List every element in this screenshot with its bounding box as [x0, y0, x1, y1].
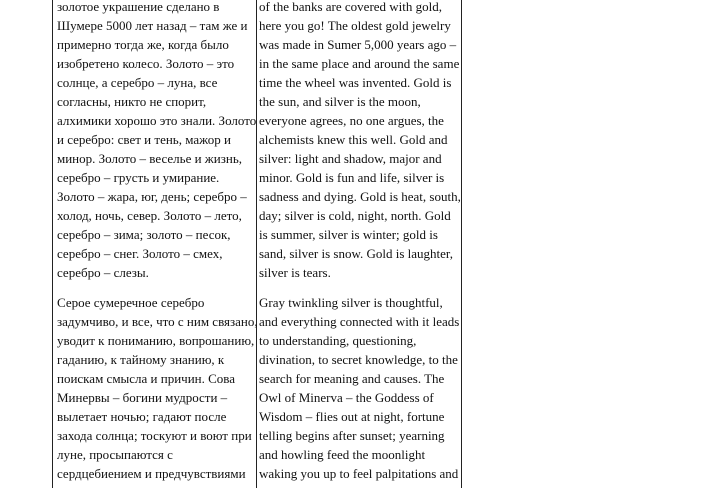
text-line: луне, просыпаются с [57, 447, 173, 462]
text-line: sadness and dying. Gold is heat, south, [259, 189, 461, 204]
english-paragraph-1 [259, 0, 461, 282]
text-line: сердцебиением и предчувствиями [57, 466, 246, 481]
text-line: sand, silver is snow. Gold is laughter, [259, 246, 453, 261]
column-divider [256, 0, 257, 488]
paragraph-spacer [259, 282, 457, 293]
text-line: серебро – снег. Золото – смех, [57, 246, 223, 261]
text-line: золотое украшение сделано в [57, 0, 220, 14]
text-line: Gray twinkling silver is thoughtful, [259, 295, 443, 310]
text-line: Минервы – богини мудрости – [57, 390, 228, 405]
paragraph-spacer [57, 282, 253, 293]
text-line: time the wheel was invented. Gold is [259, 75, 452, 90]
text-line: вылетает ночью; гадают после [57, 409, 227, 424]
text-line: telling begins after sunset; yearning [259, 428, 445, 443]
russian-column [57, 0, 258, 483]
text-line: холод, ночь, север. Золото – лето, [57, 208, 242, 223]
text-line: waking you up to feel palpitations and [259, 466, 459, 481]
text-line: серебро – слезы. [57, 265, 149, 280]
text-line: is summer, silver is winter; gold is [259, 227, 438, 242]
russian-paragraph-1 [57, 0, 257, 282]
text-line: уводит к пониманию, вопрошанию, [57, 333, 255, 348]
text-line: divination, to secret knowledge, to the [259, 352, 458, 367]
text-line: was made in Sumer 5,000 years ago – [259, 37, 457, 52]
text-line: silver is tears. [259, 265, 331, 280]
text-line: изобретено колесо. Золото – это [57, 56, 235, 71]
text-line: Wisdom – flies out at night, fortune [259, 409, 445, 424]
text-line: minor. Gold is fun and life, silver is [259, 170, 445, 185]
text-line: Шумере 5000 лет назад – там же и [57, 18, 248, 33]
text-line: here you go! The oldest gold jewelry [259, 18, 451, 33]
text-line: задумчиво, и все, что с ним связано, [57, 314, 258, 329]
russian-paragraph-2 [57, 293, 258, 483]
text-line: alchemists knew this well. Gold and [259, 132, 448, 147]
text-line: Серое сумеречное серебро [57, 295, 205, 310]
text-line: и серебро: свет и тень, мажор и [57, 132, 232, 147]
text-line: to understanding, questioning, [259, 333, 417, 348]
text-line: and everything connected with it leads [259, 314, 460, 329]
text-line: примерно тогда же, когда было [57, 37, 229, 52]
text-line: гаданию, к тайному знанию, к [57, 352, 225, 367]
text-line: алхимики хорошо это знали. Золото [57, 113, 257, 128]
text-line: минор. Золото – веселье и жизнь, [57, 151, 243, 166]
text-line: Золото – жара, юг, день; серебро – [57, 189, 247, 204]
text-line: согласны, никто не спорит, [57, 94, 207, 109]
text-line: солнце, а серебро – луна, все [57, 75, 218, 90]
text-line: search for meaning and causes. The [259, 371, 445, 386]
text-line: of the banks are covered with gold, [259, 0, 443, 14]
text-line: the sun, and silver is the moon, [259, 94, 421, 109]
text-line: silver: light and shadow, major and [259, 151, 442, 166]
text-line: day; silver is cold, night, north. Gold [259, 208, 451, 223]
text-line: Owl of Minerva – the Goddess of [259, 390, 434, 405]
text-line: everyone agrees, no one argues, the [259, 113, 444, 128]
text-line: серебро – зима; золото – песок, [57, 227, 231, 242]
text-line: серебро – грусть и умирание. [57, 170, 220, 185]
bilingual-table [52, 0, 462, 488]
english-column [259, 0, 461, 483]
text-line: and howling feed the moonlight [259, 447, 426, 462]
text-line: захода солнца; тоскуют и воют при [57, 428, 252, 443]
text-line: in the same place and around the same [259, 56, 460, 71]
english-paragraph-2 [259, 293, 460, 483]
text-line: поискам смысла и причин. Сова [57, 371, 236, 386]
